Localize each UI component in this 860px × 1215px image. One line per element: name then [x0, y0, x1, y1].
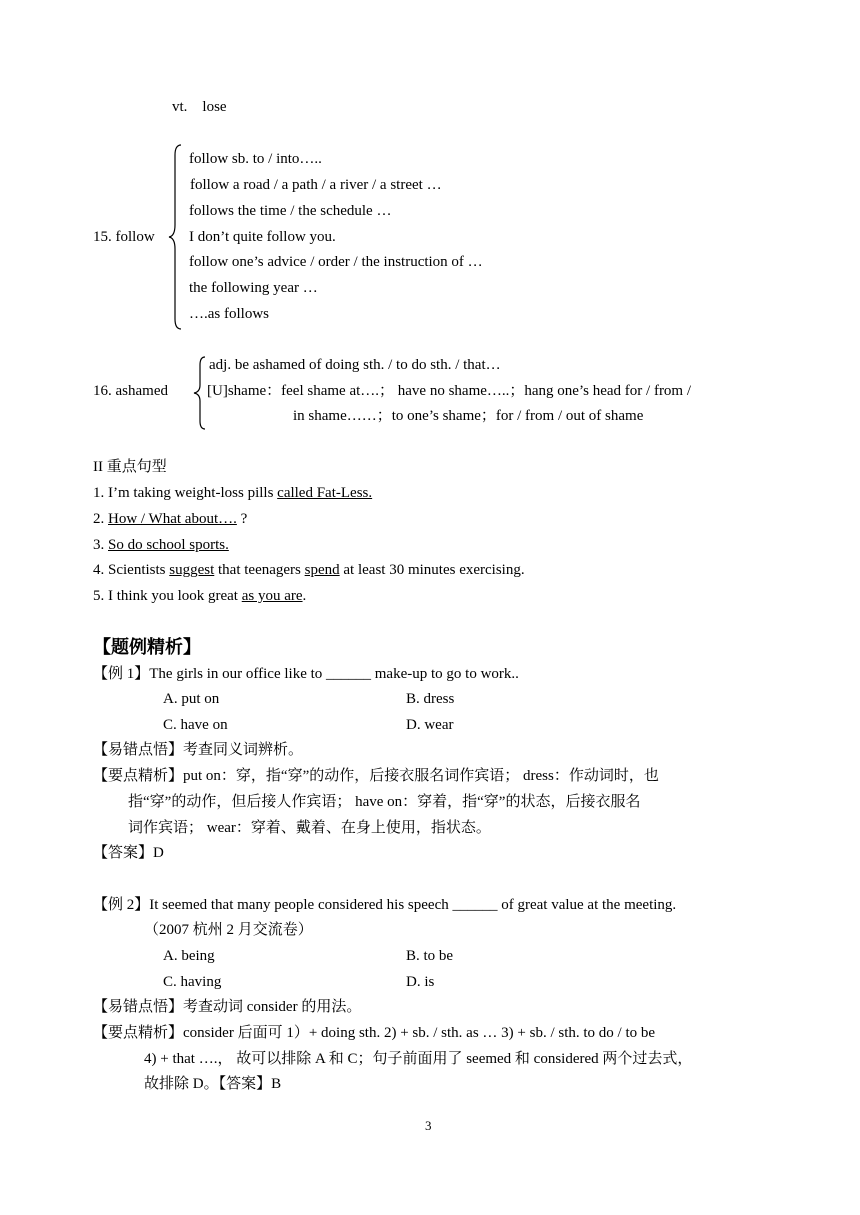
sentence-4: [93, 560, 525, 580]
sentence-text: that teenagers: [214, 562, 305, 578]
example-1-question: 【例 1】The girls in our office like to ______ make-up to go to work..: [93, 666, 519, 682]
underlined-phrase: How / What about….: [108, 511, 237, 527]
example-1-key: 【要点精析】put on：穿，指“穿”的动作，后接衣服名词作宾语； dress：作动词时，也: [93, 768, 659, 784]
word: lose: [202, 99, 227, 115]
example-1-answer: 【答案】D: [93, 845, 164, 861]
lose-entry: [172, 97, 227, 117]
sentence-text: ?: [236, 511, 248, 527]
example-1-key-cont: 词作宾语； wear：穿着、戴着、在身上使用，指状态。: [128, 820, 491, 836]
sentence-text: 3.: [93, 537, 108, 553]
ashamed-label: 16. ashamed: [93, 383, 168, 399]
example-2-key-cont: 故排除 D。【答案】B: [144, 1076, 282, 1092]
example-2-key-cont: 4) + that ….， 故可以排除 A 和 C；句子前面用了 seemed 和 considered 两个过去式，: [144, 1051, 693, 1067]
follow-item: the following year …: [189, 280, 318, 296]
page-number: 3: [425, 1118, 432, 1133]
option-d: D. is: [406, 974, 435, 990]
ashamed-noun-line: [U]shame：feel shame at….； have no shame…..；hang one’s head for / from /: [207, 383, 692, 399]
example-2-key: 【要点精析】consider 后面可 1）+ doing sth. 2) + sb. / sth. as … 3) + sb. / sth. to do / to be: [93, 1025, 656, 1041]
ashamed-adj-line: adj. be ashamed of doing sth. / to do sth. / that…: [209, 357, 501, 373]
analysis-heading: 【题例精析】: [93, 637, 201, 658]
sentence-2: [93, 509, 247, 529]
sentence-text: 4. Scientists: [93, 562, 170, 578]
sentence-5: [93, 586, 306, 606]
example-2-question: 【例 2】It seemed that many people considered his speech ______ of great value at the meeting.: [93, 897, 677, 913]
underlined-word: suggest: [169, 562, 215, 578]
follow-item: I don’t quite follow you.: [189, 229, 336, 245]
underlined-phrase: So do school sports.: [108, 537, 229, 553]
underlined-word: spend: [304, 562, 340, 578]
option-a: A. being: [163, 948, 215, 964]
follow-brace: [168, 143, 184, 331]
follow-item: follow one’s advice / order / the instruction of …: [189, 254, 483, 270]
underlined-phrase: called Fat-Less.: [277, 485, 373, 501]
option-a: A. put on: [163, 691, 220, 707]
sentence-text: 2.: [93, 511, 108, 527]
sentence-text: 1. I’m taking weight-loss pills: [93, 485, 278, 501]
underlined-phrase: as you are: [241, 588, 303, 604]
sentence-text: .: [302, 588, 307, 604]
option-d: D. wear: [406, 717, 454, 733]
follow-item: follows the time / the schedule …: [189, 203, 392, 219]
ashamed-noun-line-cont: in shame……；to one’s shame；for / from / out of shame: [293, 408, 644, 424]
option-b: B. to be: [406, 948, 454, 964]
ashamed-brace: [193, 355, 207, 431]
sentence-3: [93, 535, 229, 555]
follow-item: follow a road / a path / a river / a street …: [190, 177, 442, 193]
section-heading: II 重点句型: [93, 459, 167, 475]
example-1-tip: 【易错点悟】考查同义词辨析。: [93, 742, 304, 758]
sentence-1: [93, 483, 372, 503]
option-c: C. having: [163, 974, 222, 990]
follow-item: ….as follows: [189, 306, 269, 322]
example-2-tip: 【易错点悟】考查动词 consider 的用法。: [93, 999, 362, 1015]
follow-item: follow sb. to / into…..: [189, 151, 322, 167]
example-2-source: （2007 杭州 2 月交流卷）: [144, 922, 313, 938]
sentence-text: 5. I think you look great: [93, 588, 242, 604]
example-1-key-cont: 指“穿”的动作，但后接人作宾语； have on：穿着，指“穿”的状态，后接衣服名: [128, 794, 641, 810]
option-c: C. have on: [163, 717, 228, 733]
pos-label: vt.: [172, 99, 188, 115]
follow-label: 15. follow: [93, 229, 155, 245]
option-b: B. dress: [406, 691, 455, 707]
sentence-text: at least 30 minutes exercising.: [339, 562, 525, 578]
